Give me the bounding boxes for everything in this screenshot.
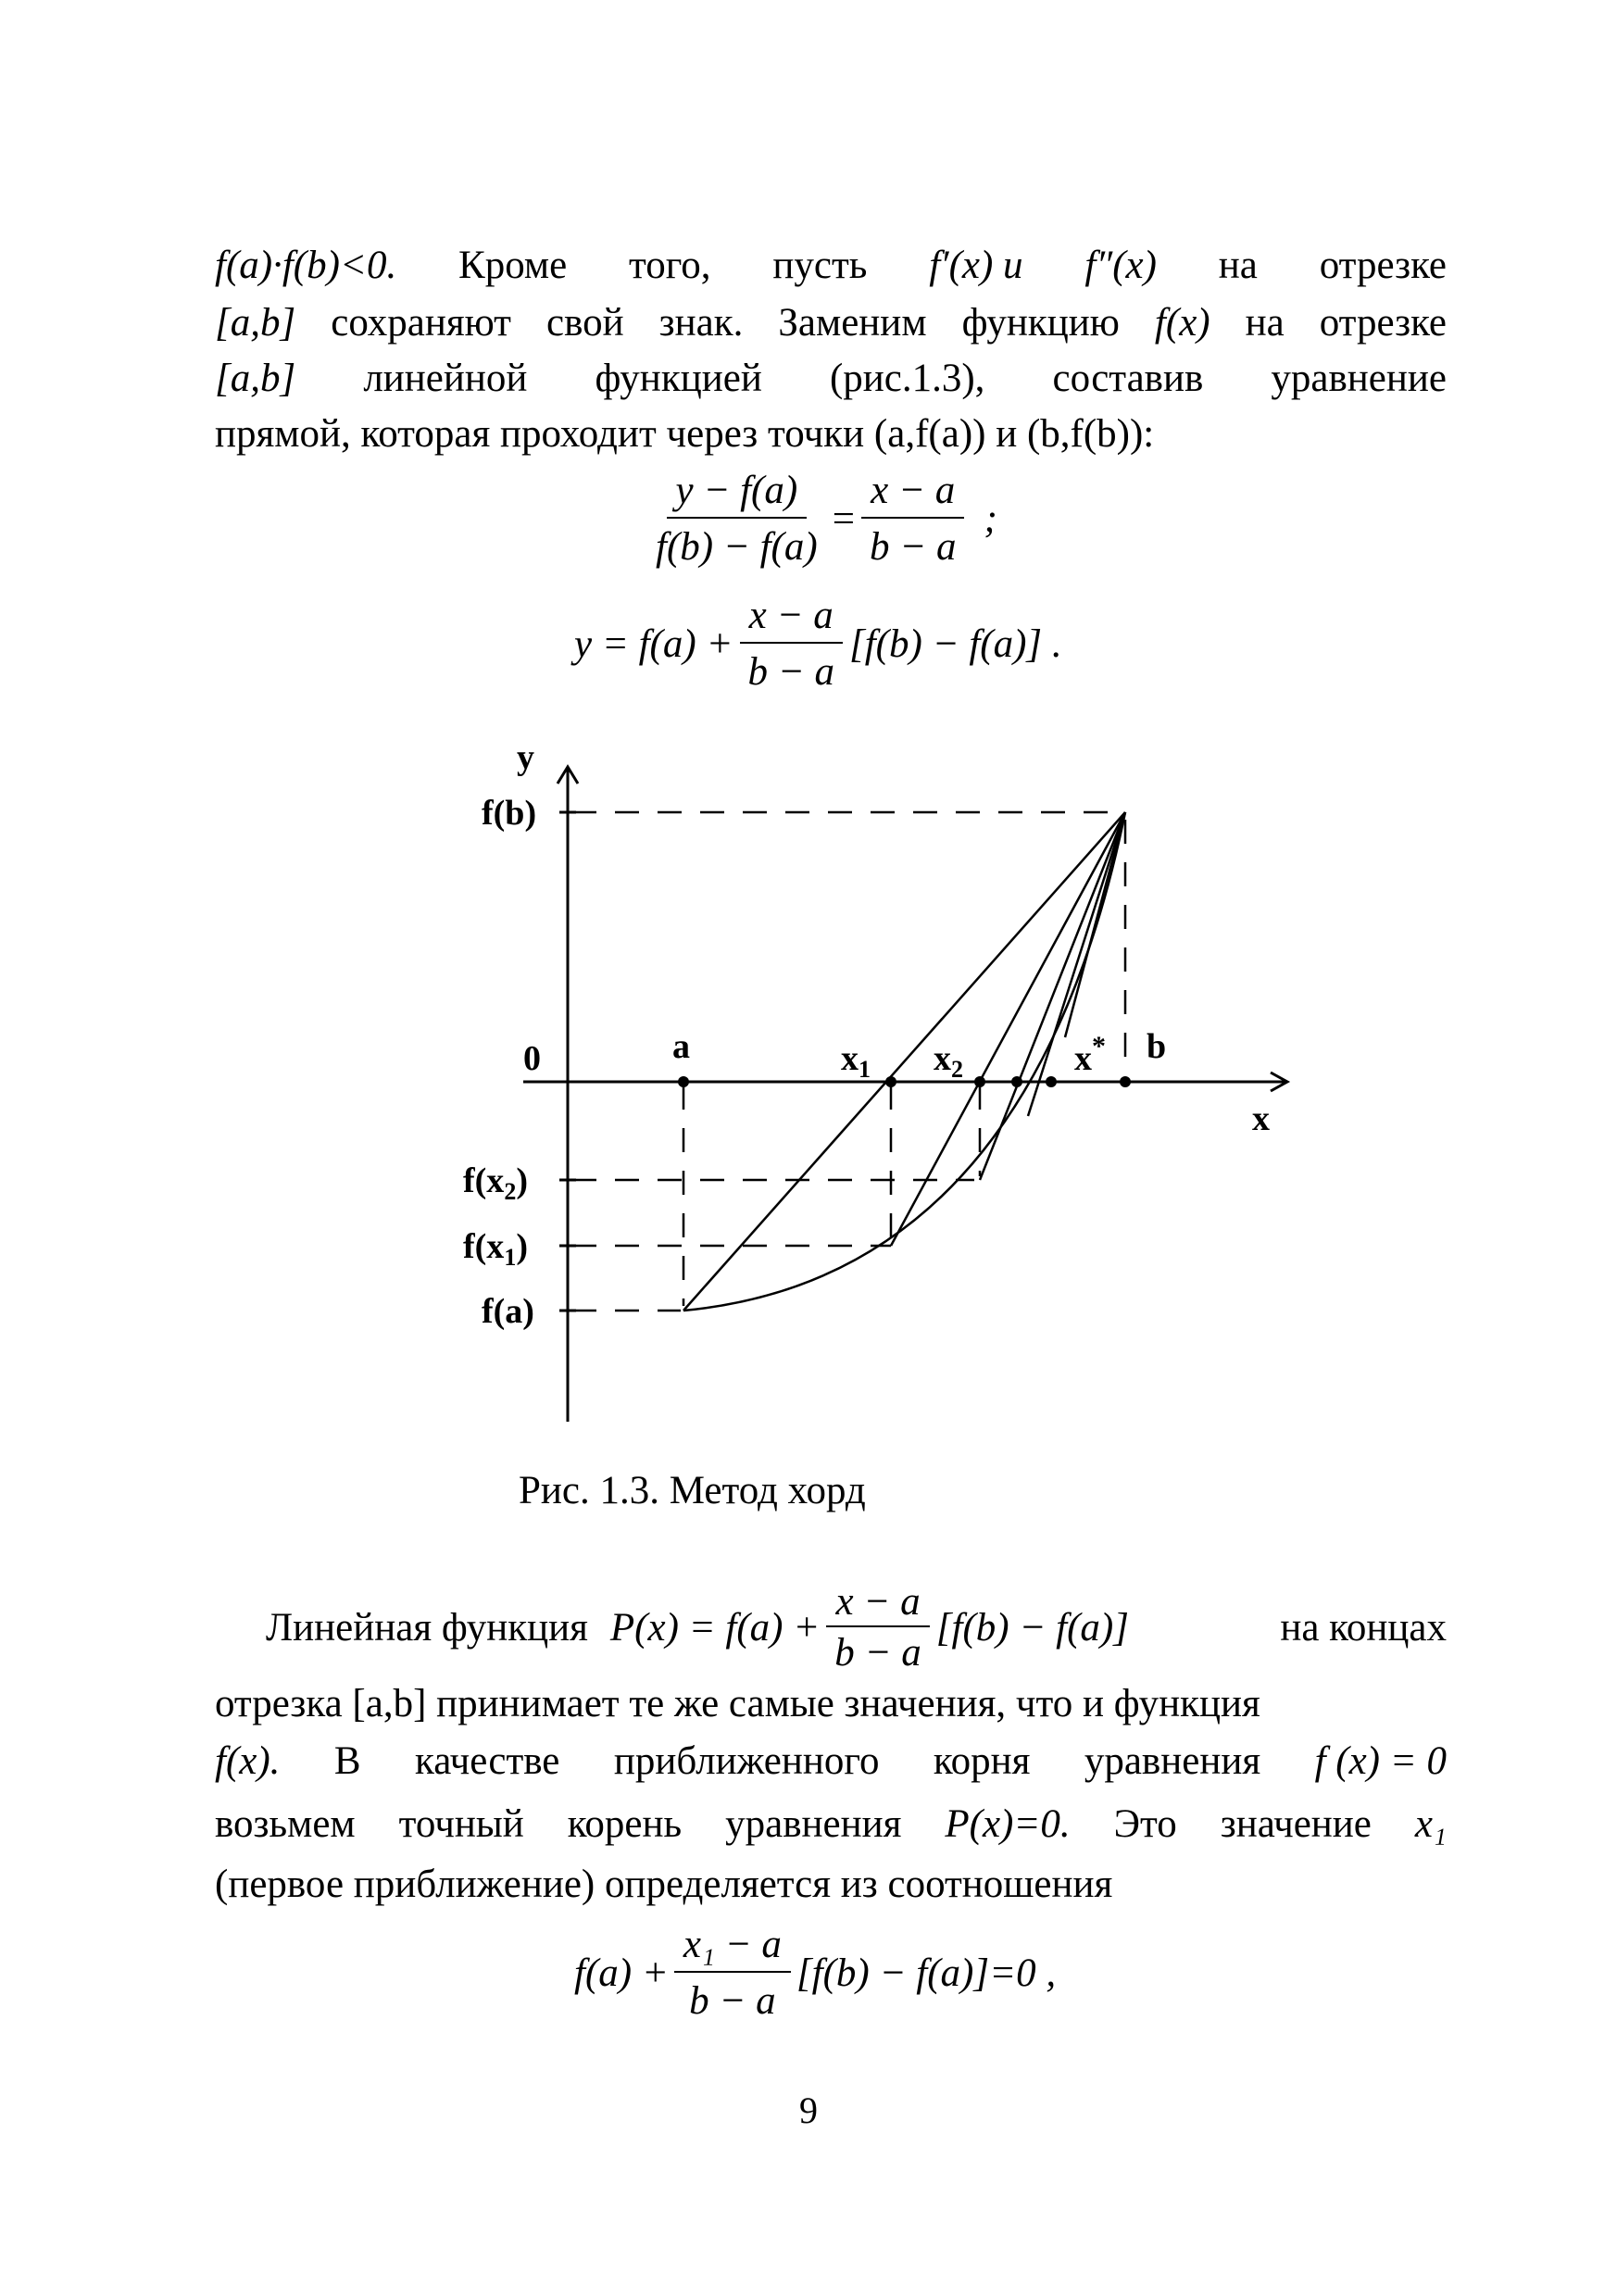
x2-label: $x_2$ bbox=[934, 1039, 963, 1083]
eq1-left-numerator: y − f(a) bbox=[667, 468, 808, 519]
word: функцию bbox=[961, 301, 1120, 345]
word: [a,b] bbox=[215, 301, 296, 345]
p2-line-4 bbox=[215, 1804, 1447, 1844]
word: f″(x) bbox=[1084, 244, 1157, 287]
p2-line-5: (первое приближение) определяется из соотношения bbox=[215, 1863, 1113, 1906]
word: линейной bbox=[363, 357, 528, 400]
b-label: b bbox=[1147, 1027, 1167, 1066]
y-axis-label: y bbox=[517, 738, 534, 777]
word: уравнения bbox=[1084, 1739, 1261, 1783]
equation-3 bbox=[574, 1922, 1056, 2024]
p2-l1-denominator: b − a bbox=[834, 1631, 921, 1675]
word: f (x) = 0 bbox=[1314, 1739, 1447, 1783]
word: (рис.1.3), bbox=[829, 357, 985, 400]
word: уравнение bbox=[1271, 357, 1447, 400]
word: отрезке bbox=[1319, 244, 1447, 287]
word: на bbox=[1218, 244, 1258, 287]
page-number: 9 bbox=[799, 2089, 818, 2131]
word: уравнения bbox=[725, 1802, 902, 1846]
word: f′(x) и bbox=[929, 244, 1023, 287]
word: Это bbox=[1113, 1802, 1177, 1846]
word: того, bbox=[629, 244, 711, 287]
p1-line-4: прямой, которая проходит через точки (a,f(a)) и (b,f(b)): bbox=[215, 412, 1155, 456]
eq2-rhs: [f(b) − f(a)] . bbox=[849, 621, 1062, 666]
word: корень bbox=[567, 1802, 683, 1846]
p2-l1-end: на концах bbox=[1280, 1605, 1447, 1650]
eq1-right-denominator: b − a bbox=[869, 525, 957, 569]
eq3-denominator: b − a bbox=[689, 1979, 776, 2023]
origin-label: 0 bbox=[523, 1039, 541, 1078]
word: В bbox=[333, 1739, 361, 1783]
eq1-equals: = bbox=[832, 496, 855, 541]
word: свой bbox=[546, 301, 624, 345]
word: пусть bbox=[772, 244, 868, 287]
eq3-lhs: f(a) + bbox=[574, 1951, 669, 1995]
eq2-numerator: x − a bbox=[740, 593, 843, 644]
word: функцией bbox=[595, 357, 762, 400]
p2-l1-numerator: x − a bbox=[826, 1582, 929, 1627]
word: f(a)·f(b)<0. bbox=[215, 244, 397, 287]
word: f(x) bbox=[1154, 301, 1210, 345]
word: на bbox=[1245, 301, 1285, 345]
p2-line-3 bbox=[215, 1741, 1447, 1781]
eq1-right-numerator: x − a bbox=[861, 468, 964, 519]
word: отрезке bbox=[1319, 301, 1447, 345]
eq1-semicolon: ; bbox=[984, 496, 997, 541]
word: Заменим bbox=[778, 301, 927, 345]
xstar-label: x* bbox=[1074, 1031, 1106, 1078]
figure-caption: Рис. 1.3. Метод хорд bbox=[519, 1469, 866, 1512]
word: приближенного bbox=[613, 1739, 880, 1783]
a-label: a bbox=[672, 1027, 690, 1066]
p2-l1-start: Линейная функция bbox=[266, 1605, 588, 1650]
word: сохраняют bbox=[331, 301, 511, 345]
p2-line-1 bbox=[215, 1582, 1447, 1673]
x-axis-label: x bbox=[1252, 1099, 1270, 1138]
fa-label: f(a) bbox=[482, 1292, 534, 1331]
word: f(x). bbox=[215, 1739, 281, 1783]
word: Кроме bbox=[458, 244, 568, 287]
word: возьмем bbox=[215, 1802, 356, 1846]
word: качестве bbox=[414, 1739, 560, 1783]
word: значение bbox=[1220, 1802, 1372, 1846]
x1-label: $x_1$ bbox=[841, 1039, 871, 1083]
eq1-left-denominator: f(b) − f(a) bbox=[656, 525, 818, 569]
eq3-rhs: [f(b) − f(a)]=0 , bbox=[796, 1951, 1057, 1995]
word: корня bbox=[933, 1739, 1031, 1783]
p2-l1-expr: P(x) = f(a) + bbox=[609, 1605, 821, 1650]
eq2-lhs: y = f(a) + bbox=[574, 621, 733, 666]
fx1-label: $f(x_1)$ bbox=[463, 1227, 528, 1271]
word: знак. bbox=[658, 301, 744, 345]
p2-l1-rest: [f(b) − f(a)] bbox=[935, 1605, 1129, 1650]
eq3-numerator: x₁ − a bbox=[674, 1922, 791, 1973]
word: точный bbox=[398, 1802, 524, 1846]
chords bbox=[683, 812, 1125, 1311]
eq2-denominator: b − a bbox=[747, 650, 834, 694]
word: x₁ bbox=[1414, 1802, 1447, 1846]
word: составив bbox=[1052, 357, 1204, 400]
fx2-label: $f(x_2)$ bbox=[463, 1161, 528, 1205]
word: [a,b] bbox=[215, 357, 296, 400]
word: P(x)=0. bbox=[945, 1802, 1071, 1846]
fb-label: f(b) bbox=[482, 794, 537, 833]
p2-line-2: отрезка [a,b] принимает те же самые значения, что и функция bbox=[215, 1682, 1260, 1725]
